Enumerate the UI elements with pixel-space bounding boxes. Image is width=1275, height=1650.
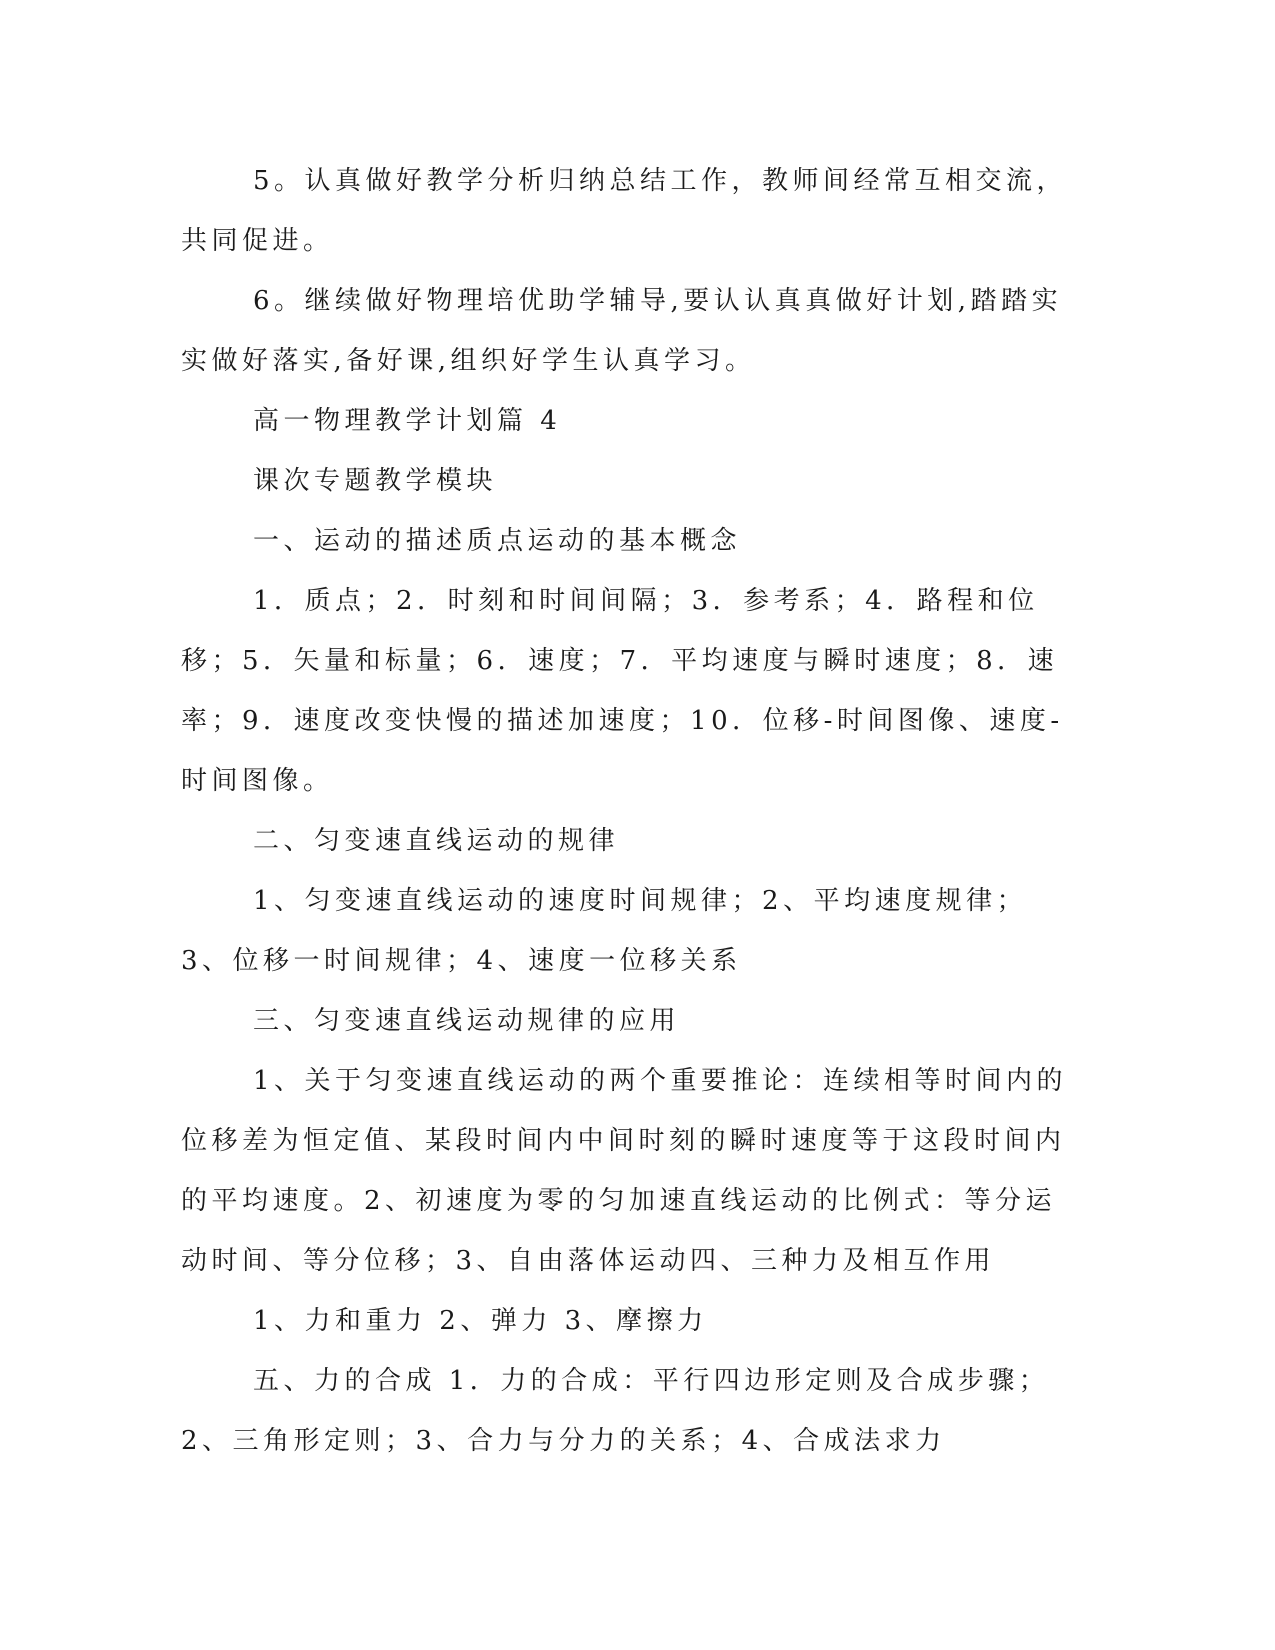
- chapter-content-3: 1、关于匀变速直线运动的两个重要推论：连续相等时间内的位移差为恒定值、某段时间内中间时刻的瞬时速度等于这段时间内的平均速度。2、初速度为零的匀加速直线运动的比例式：等分运动时间、等分位移；3、自由落体运动四、三种力及相互作用: [181, 1066, 1068, 1276]
- chapter-heading-3: 三、匀变速直线运动规律的应用: [253, 1006, 681, 1036]
- paragraph-item-5: 5。认真做好教学分析归纳总结工作，教师间经常互相交流，共同促进。: [181, 166, 1068, 256]
- module-heading: 课次专题教学模块: [253, 466, 498, 496]
- document-body: [181, 151, 1076, 1471]
- chapter-content-5: 五、力的合成 1．力的合成：平行四边形定则及合成步骤；2、三角形定则；3、合力与分力的关系；4、合成法求力: [181, 1366, 1050, 1456]
- paragraph-item-6: 6。继续做好物理培优助学辅导,要认认真真做好计划,踏踏实实做好落实,备好课,组织好学生认真学习。: [181, 286, 1063, 376]
- chapter-heading-1: 一、运动的描述质点运动的基本概念: [253, 526, 742, 556]
- chapter-content-1: 1．质点；2．时刻和时间间隔；3．参考系；4．路程和位移；5．矢量和标量；6．速度；7．平均速度与瞬时速度；8．速率；9．速度改变快慢的描述加速度；10．位移-时间图像、速度-时间图像。: [181, 586, 1064, 796]
- chapter-heading-2: 二、匀变速直线运动的规律: [253, 826, 620, 856]
- section-title: 高一物理教学计划篇 4: [253, 406, 562, 436]
- chapter-content-4: 1、力和重力 2、弹力 3、摩擦力: [253, 1306, 708, 1336]
- chapter-content-2: 1、匀变速直线运动的速度时间规律；2、平均速度规律；3、位移一时间规律；4、速度一位移关系: [181, 886, 1028, 976]
